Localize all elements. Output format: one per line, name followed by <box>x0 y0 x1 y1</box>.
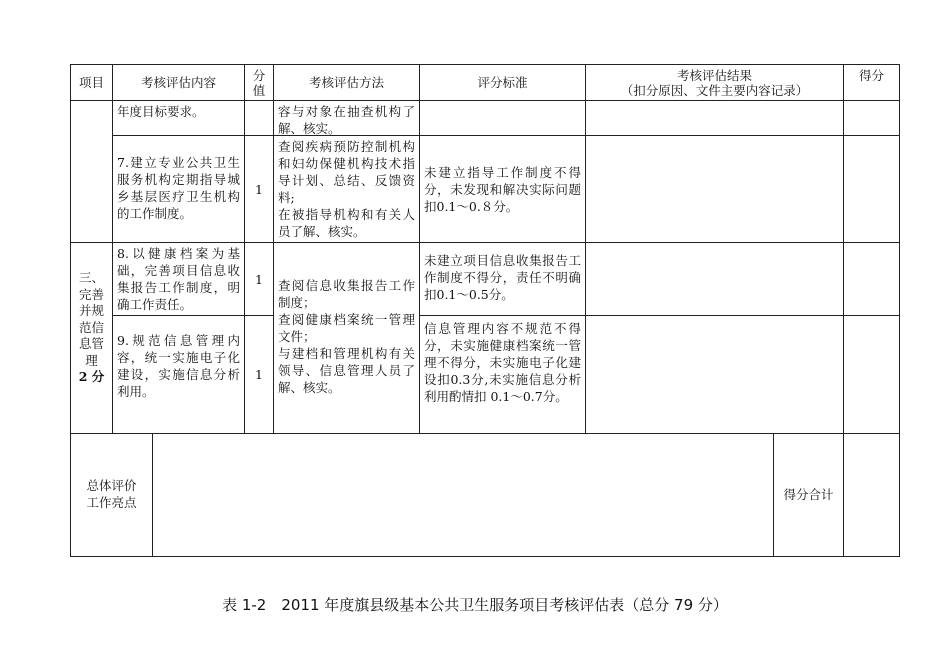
section3-label <box>71 270 112 386</box>
row7-method: 查阅疾病预防控制机构和妇幼保健机构技术指导计划、总结、反馈资料; 在被指导机构和有关人员了解、核实。 <box>278 139 415 239</box>
total-score-label: 得分合计 <box>783 487 834 502</box>
row9-score: 1 <box>255 367 263 382</box>
header-result-subtitle: （扣分原因、文件主要内容记录） <box>620 82 809 98</box>
table-caption: 表 1-2 2011 年度旗县级基本公共卫生服务项目考核评估表（总分 79 分） <box>222 596 728 614</box>
row7-score: 1 <box>255 181 263 197</box>
section3-line: 2 分 <box>78 369 105 384</box>
row8-standard: 未建立项目信息收集报告工作制度不得分，责任不明确扣0.1～0.5分。 <box>424 253 581 302</box>
row8-score: 1 <box>255 271 263 287</box>
row-divider <box>70 433 900 434</box>
col-divider <box>843 433 844 557</box>
header-method: 考核评估方法 <box>308 75 384 90</box>
row-divider <box>112 135 900 136</box>
col-divider <box>843 64 844 434</box>
section3-line: 并规 <box>78 303 104 318</box>
header-content: 考核评估内容 <box>140 75 216 90</box>
row7-standard: 未建立指导工作制度不得分，未发现和解决实际问题扣0.1～0.８分。 <box>424 165 581 214</box>
section3-line: 范信 <box>78 319 104 335</box>
row-divider <box>419 315 900 316</box>
overall-evaluation-label <box>71 477 152 511</box>
header-result <box>586 65 843 100</box>
header-item: 项目 <box>78 75 104 90</box>
section3-line: 息管 <box>78 336 104 351</box>
row0-content: 年度目标要求。 <box>117 104 205 119</box>
header-result-title: 考核评估结果 <box>676 67 752 83</box>
col-divider <box>152 433 153 557</box>
row9-content: 9.规范信息管理内容，统一实施电子化建设，实施信息分析利用。 <box>117 333 240 399</box>
row7-content: 7.建立专业公共卫生服务机构定期指导城乡基层医疗卫生机构的工作制度。 <box>117 155 240 221</box>
section3-line: 完善 <box>78 286 104 302</box>
table-bottom-border <box>70 556 900 557</box>
section3-line: 三、 <box>78 270 104 285</box>
section3-line: 理 <box>85 352 98 368</box>
row0-method: 容与对象在抽查机构了解、核实。 <box>278 104 415 136</box>
row9-standard: 信息管理内容不规范不得分，未实施健康档案统一管理不得分，未实施电子化建设扣0.3分,未实施信息分析利用酌情扣 0.1～0.7分。 <box>424 321 581 404</box>
overall-evaluation-line: 总体评价 <box>86 478 137 493</box>
header-standard: 评分标准 <box>477 75 528 90</box>
header-score: 分 值 <box>252 67 266 98</box>
row8-content: 8.以健康档案为基础，完善项目信息收集报告工作制度，明确工作责任。 <box>117 246 240 312</box>
table-right-border <box>899 64 900 557</box>
overall-highlight-line: 工作亮点 <box>86 495 137 510</box>
row8-9-method: 查阅信息收集报告工作制度； 查阅健康档案统一管理文件； 与建档和管理机构有关领导、信息管理人员了解、核实。 <box>278 278 415 395</box>
col-divider <box>585 64 586 434</box>
header-got-score: 得分 <box>858 67 884 83</box>
